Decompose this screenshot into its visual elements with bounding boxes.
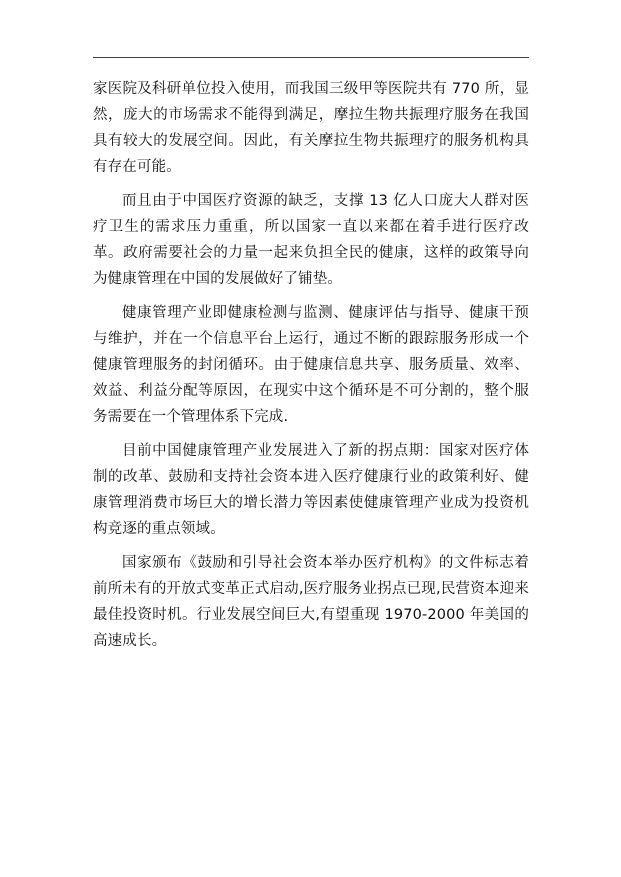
document-body: [93, 76, 529, 662]
paragraph-5: 国家颁布《鼓励和引导社会资本举办医疗机构》的文件标志着前所未有的开放式变革正式启动,医疗服务业拐点已现,民营资本迎来最佳投资时机。行业发展空间巨大,有望重现 1970-2000 年美国的高速成长。: [93, 555, 529, 649]
paragraph-1: 家医院及科研单位投入使用，而我国三级甲等医院共有 770 所，显然，庞大的市场需求不能得到满足，摩拉生物共振理疗服务在我国具有较大的发展空间。因此，有关摩拉生物共振理疗的服务机构具有存在可能。: [93, 81, 529, 175]
paragraph-2: 而且由于中国医疗资源的缺乏，支撑 13 亿人口庞大人群对医疗卫生的需求压力重重，所以国家一直以来都在着手进行医疗改革。政府需要社会的力量一起来负担全民的健康，这样的政策导向为健康管理在中国的发展做好了铺垫。: [93, 193, 529, 287]
paragraph-3: 健康管理产业即健康检测与监测、健康评估与指导、健康干预与维护，并在一个信息平台上运行，通过不断的跟踪服务形成一个健康管理服务的封闭循环。由于健康信息共享、服务质量、效率、效益、利益分配等原因，在现实中这个循环是不可分割的，整个服务需要在一个管理体系下完成.: [93, 305, 529, 425]
paragraph-4: 目前中国健康管理产业发展进入了新的拐点期：国家对医疗体制的改革、鼓励和支持社会资本进入医疗健康行业的政策利好、健康管理消费市场巨大的增长潜力等因素使健康管理产业成为投资机构竞逐的重点领域。: [93, 443, 529, 537]
header-rule: [93, 57, 529, 58]
